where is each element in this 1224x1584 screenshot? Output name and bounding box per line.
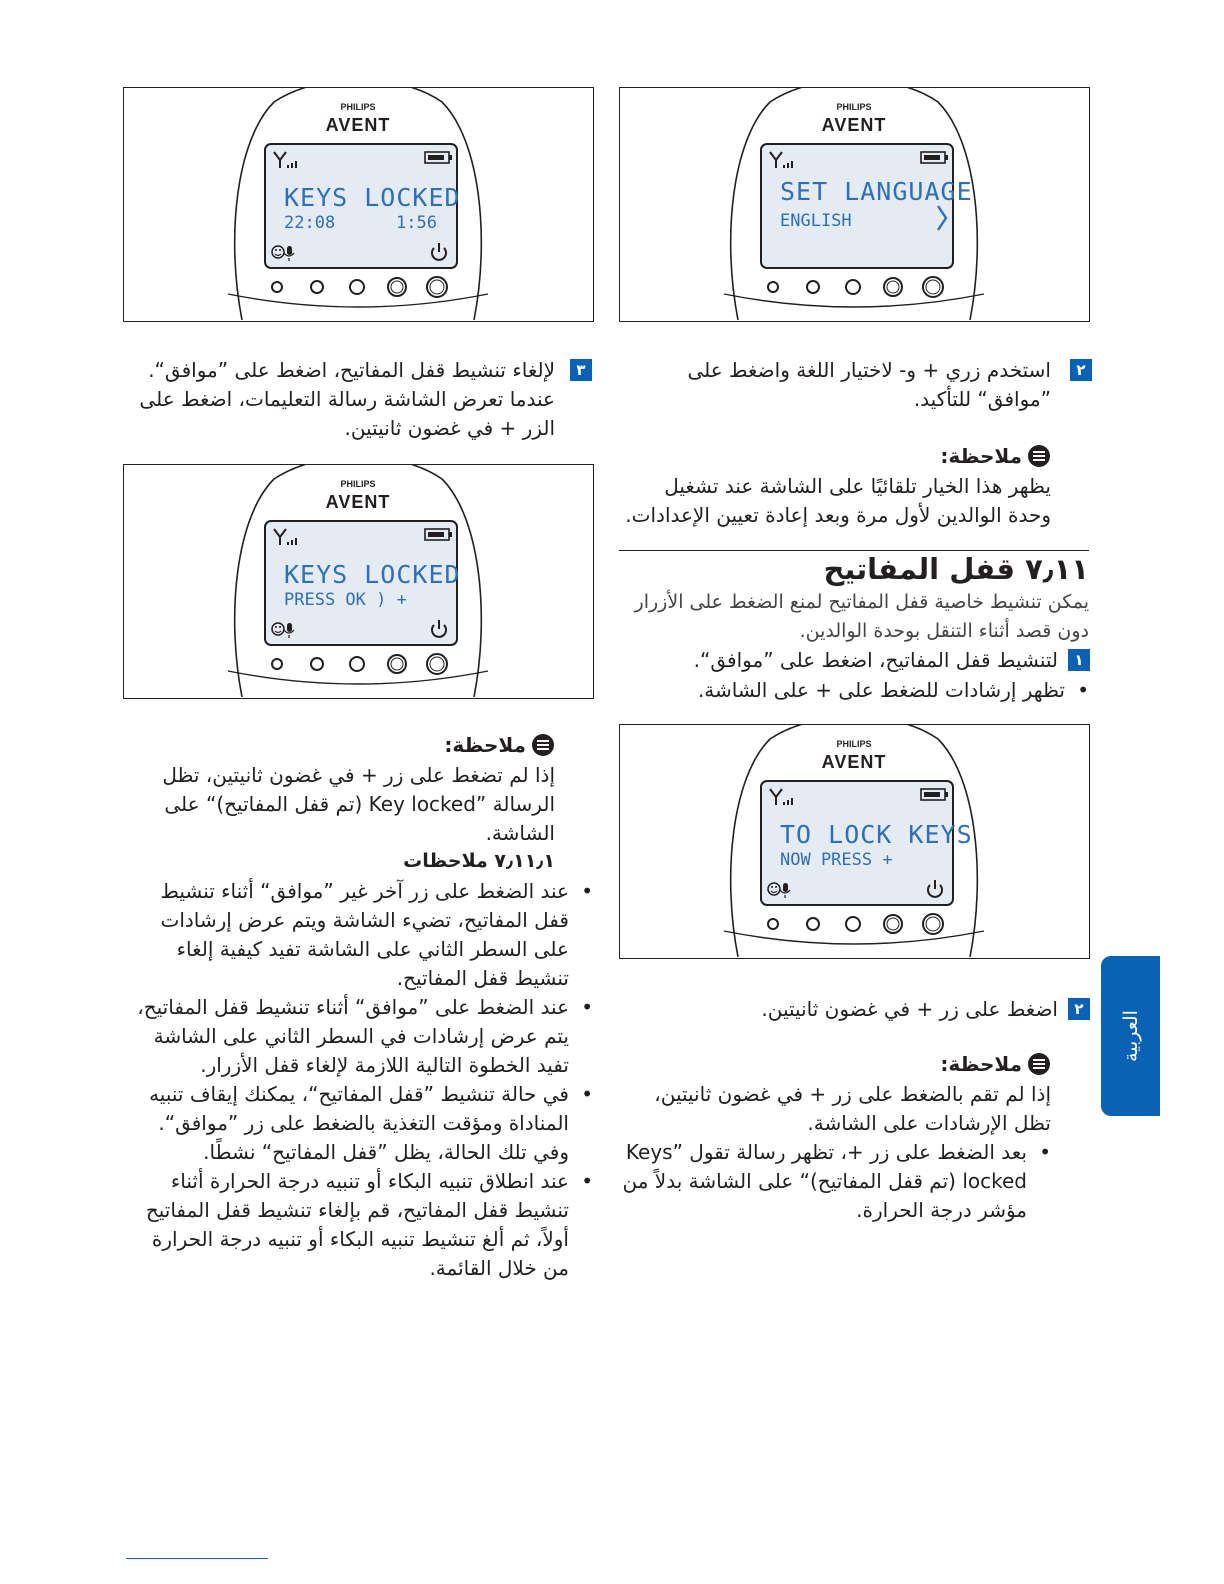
brand-label: PHILIPS [340, 479, 376, 489]
device-figure-keys-locked-time [123, 87, 594, 322]
subsection-title: ٧٫١١٫١ ملاحظات [403, 850, 555, 872]
note-1-text: يظهر هذا الخيار تلقائيًا على الشاشة عند تشغيل وحدة الوالدين لأول مرة وبعد إعادة تعيين الإعدادات. [625, 474, 1051, 527]
device-figure-set-language [619, 87, 1090, 322]
language-side-tab [1101, 956, 1160, 1116]
lcd-line-2-left: PRESS OK ) + [284, 590, 407, 610]
logo-label: AVENT [325, 492, 391, 512]
step-1-bullets [619, 676, 1089, 705]
list-item: • عند الضغط على زر آخر غير ”موافق“ أثناء تنشيط قفل المفاتيح، تضيء الشاشة ويتم عرض إرشادات على السطر الثاني على الشاشة تفيد كيفية إلغاء تنشيط قفل المفاتيح. [123, 877, 569, 993]
note-3-text: إذا لم تضغط على زر + في غضون ثانيتين، تظل الرسالة ”Key locked (تم قفل المفاتيح)“ على الشاشة. [162, 763, 555, 845]
list-item: • بعد الضغط على زر +، تظهر رسالة تقول ”Keys locked (تم قفل المفاتيح)“ على الشاشة بدلاً من مؤشر درجة الحرارة. [619, 1138, 1027, 1225]
footer-rule [126, 1558, 268, 1559]
note-2-title: ملاحظة: [870, 1052, 1050, 1076]
section-title: ٧٫١١ قفل المفاتيح [823, 552, 1089, 586]
list-item: • تظهر إرشادات للضغط على + على الشاشة. [619, 676, 1065, 705]
lcd-line-1: TO LOCK KEYS [780, 820, 973, 849]
lcd-line-2-right: 1:56 [396, 213, 437, 233]
lcd-line-2-left: ENGLISH [780, 211, 852, 231]
logo-label: AVENT [821, 752, 887, 772]
step-3-text: لإلغاء تنشيط قفل المفاتيح، اضغط على ”موافق“. عندما تعرض الشاشة رسالة التعليمات، اضغط على الزر + في غضون ثانيتين. [139, 358, 555, 440]
side-tab-label: العربية [1119, 1010, 1142, 1062]
notes-bullets [123, 877, 605, 1283]
logo-label: AVENT [821, 115, 887, 135]
section-intro: يمكن تنشيط خاصية قفل المفاتيح لمنع الضغط على الأزرار دون قصد أثناء التنقل بوحدة الوالدين. [634, 591, 1089, 642]
lcd-line-2-left: NOW PRESS + [780, 850, 893, 870]
list-item: • عند انطلاق تنبيه البكاء أو تنبيه درجة الحرارة أثناء تنشيط قفل المفاتيح، قم بإلغاء تنشيط قفل المفاتيح أولاً، ثم ألغ تنشيط تنبيه البكاء أو تنبيه درجة الحرارة من خلال القائمة. [123, 1167, 569, 1283]
note-3-title: ملاحظة: [374, 733, 554, 757]
device-figure-keys-locked-press-ok [123, 464, 594, 699]
list-item: • في حالة تنشيط ”قفل المفاتيح“، يمكنك إيقاف تنبيه المناداة ومؤقت التغذية بالضغط على زر ”موافق“. وفي تلك الحالة، يظل ”قفل المفاتيح“ نشطًا. [123, 1080, 569, 1167]
brand-label: PHILIPS [836, 739, 872, 749]
step-2-language-text: استخدم زري + و- لاختيار اللغة واضغط على ”موافق“ للتأكيد. [687, 358, 1051, 411]
lcd-line-2-left: 22:08 [284, 213, 336, 233]
note-1-title: ملاحظة: [870, 444, 1050, 468]
logo-label: AVENT [325, 115, 391, 135]
brand-label: PHILIPS [340, 102, 376, 112]
step-number: ١ [1068, 649, 1090, 671]
step-number: ٢ [1070, 359, 1092, 381]
step-number: ٢ [1068, 998, 1090, 1020]
device-drawing [620, 88, 1088, 320]
brand-label: PHILIPS [836, 102, 872, 112]
lcd-line-1: KEYS LOCKED [284, 183, 461, 212]
lcd-line-1: KEYS LOCKED [284, 560, 461, 589]
device-drawing [124, 88, 592, 320]
step-1: ١لتنشيط قفل المفاتيح، اضغط على ”موافق“. [640, 646, 1090, 675]
device-drawing [124, 465, 592, 697]
note-icon [532, 734, 554, 756]
note-icon [1028, 1053, 1050, 1075]
note-icon [1028, 445, 1050, 467]
note-2-bullets [619, 1138, 1051, 1225]
list-item: • عند الضغط على ”موافق“ أثناء تنشيط قفل المفاتيح، يتم عرض إرشادات في السطر الثاني على الشاشة تفيد الخطوة التالية اللازمة لإلغاء قفل الأزرار. [123, 993, 569, 1080]
section-divider [619, 550, 1089, 551]
note-2-text: إذا لم تقم بالضغط على زر + في غضون ثانيتين، تظل الإرشادات على الشاشة. [654, 1082, 1051, 1135]
device-figure-to-lock-keys [619, 724, 1090, 959]
device-drawing [620, 725, 1088, 957]
step-2-press-plus: ٢اضغط على زر + في غضون ثانيتين. [640, 995, 1090, 1024]
lcd-line-1: SET LANGUAGE [780, 177, 973, 206]
step-number: ٣ [570, 359, 592, 381]
